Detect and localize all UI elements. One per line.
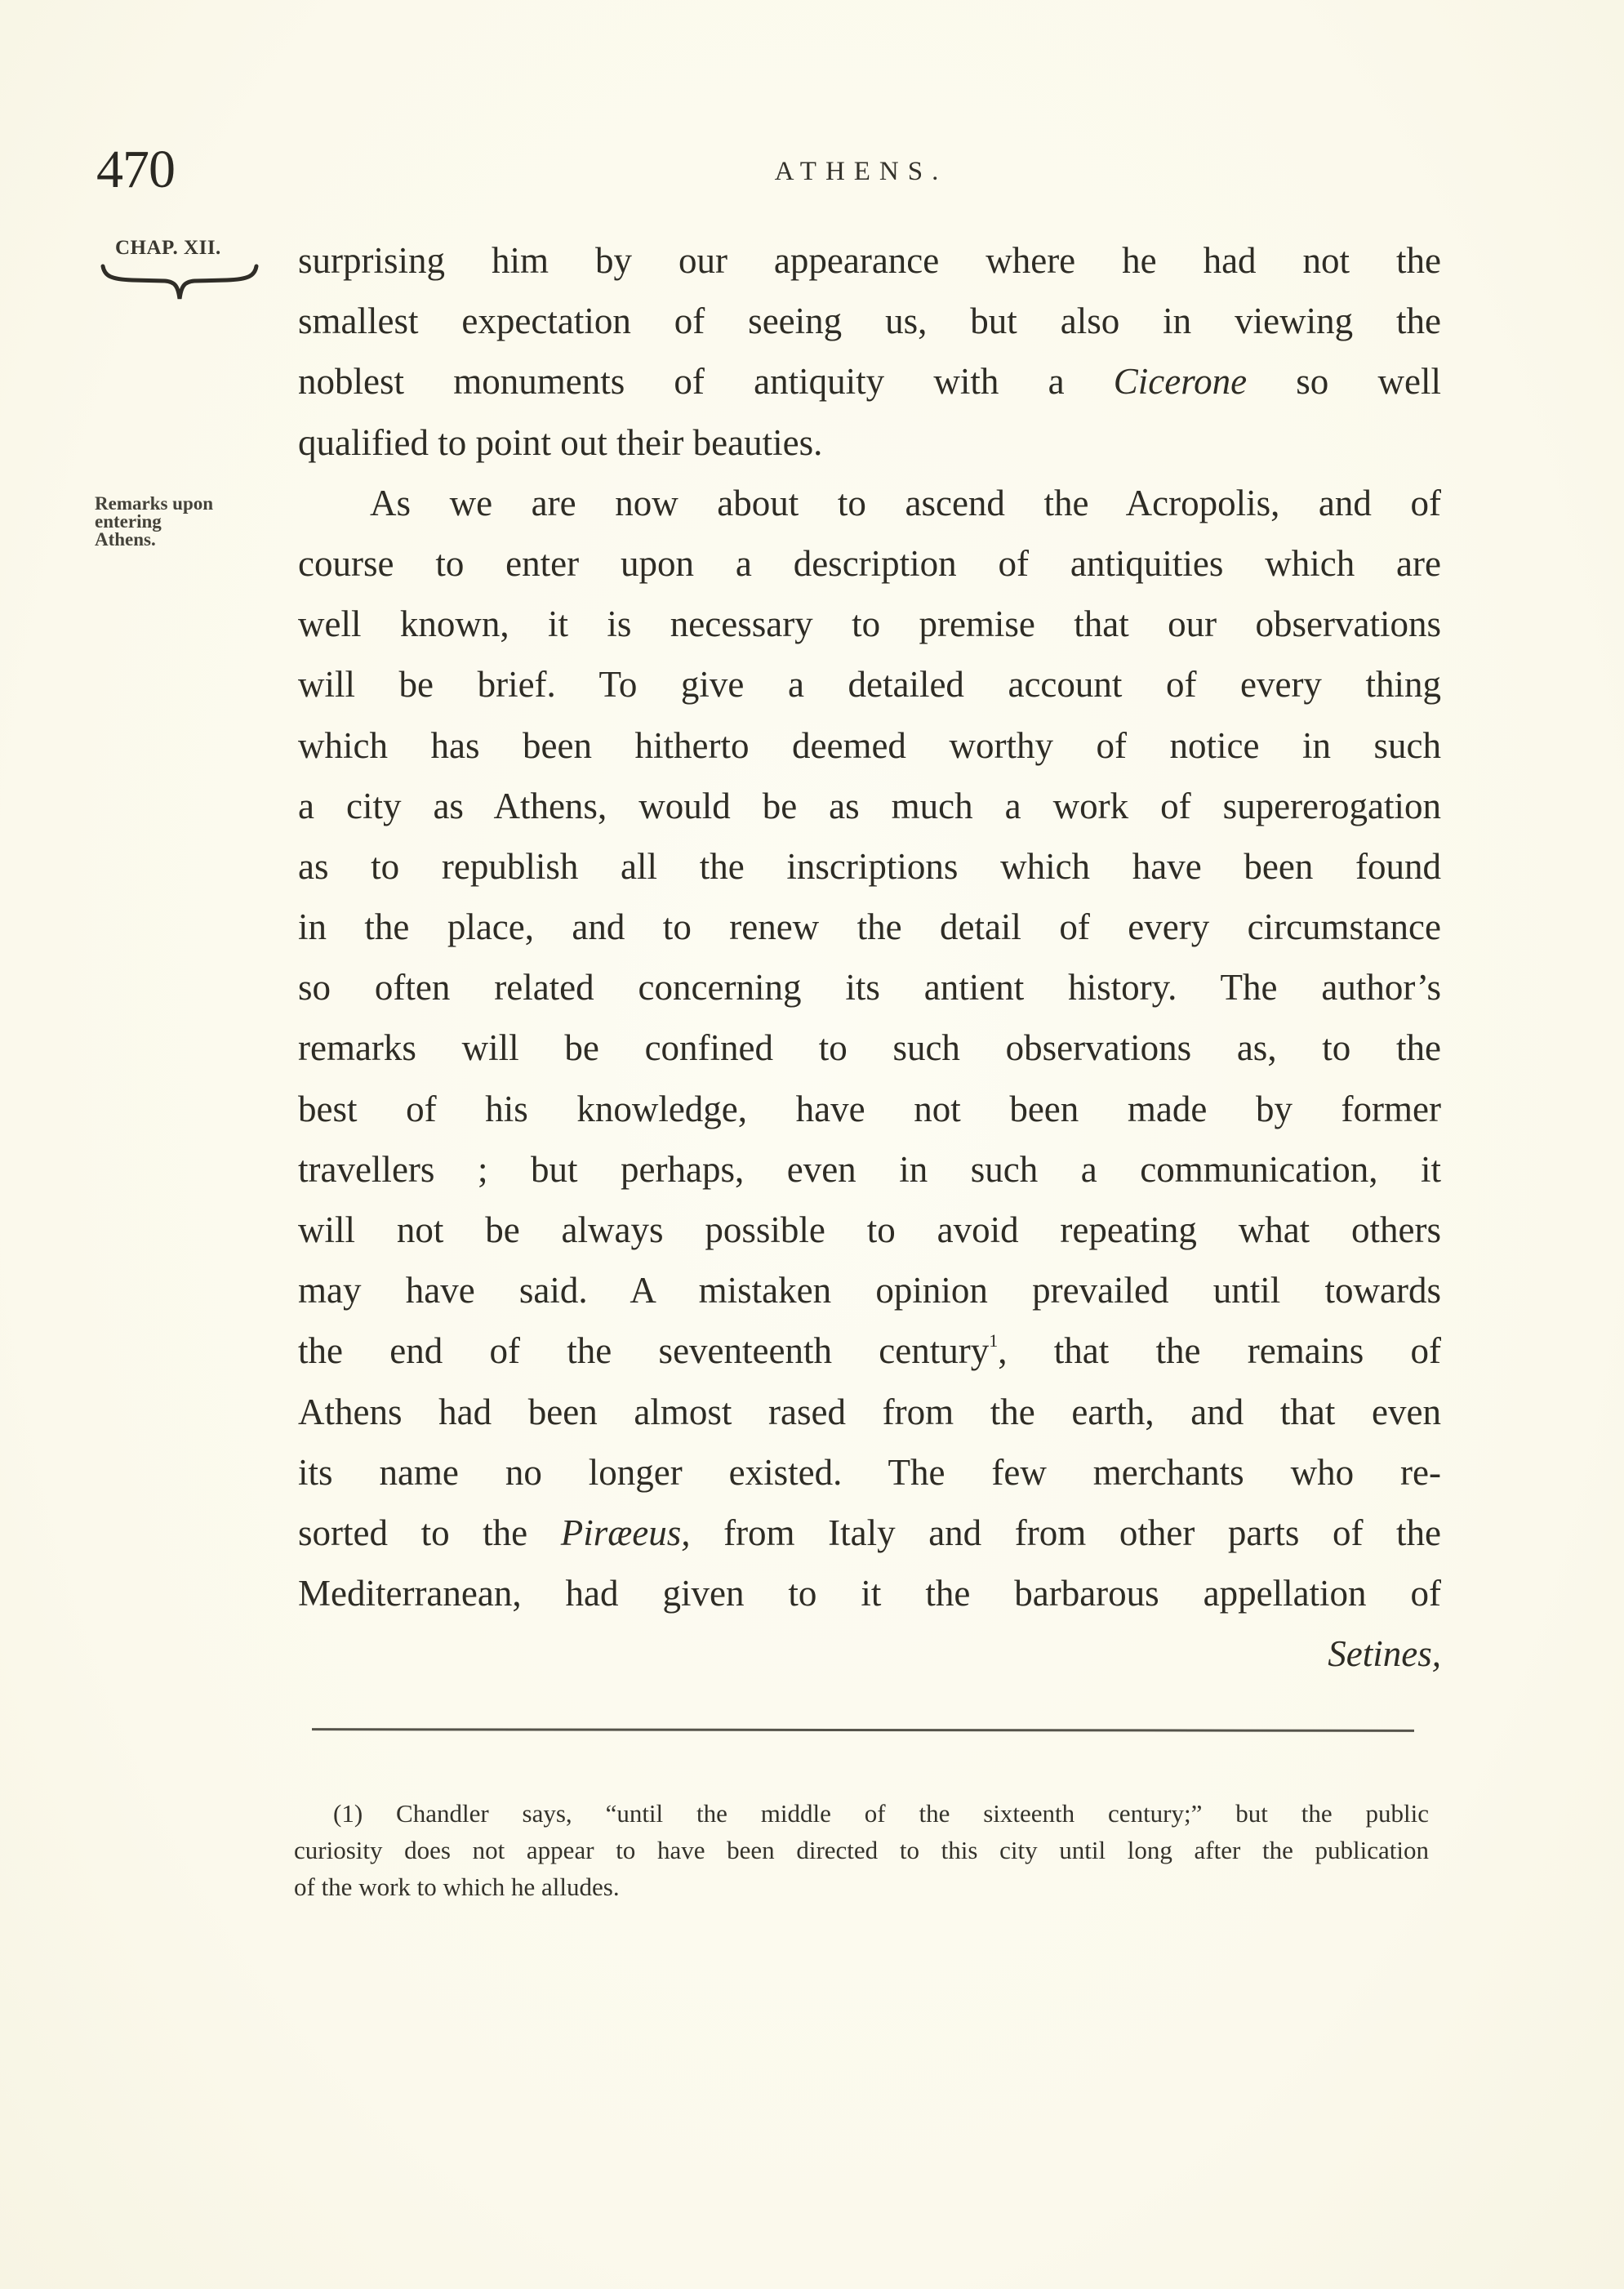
text-line: best of his knowledge, have not been made by former: [298, 1088, 1441, 1129]
text-line: will be brief. To give a detailed account of every thing: [298, 664, 1441, 706]
text-line: smallest expectation of seeing us, but also in viewing the: [298, 301, 1441, 342]
running-head-title: ATHENS.: [774, 157, 948, 186]
footnote-divider: [312, 1728, 1414, 1732]
text-line: travellers ; but perhaps, even in such a communication, it: [298, 1148, 1441, 1190]
text-line: Athens had been almost rased from the earth, and that even: [298, 1391, 1441, 1432]
body-text: [298, 230, 1441, 1685]
footnote-line: of the work to which he alludes.: [294, 1873, 620, 1901]
margin-note-line: Remarks upon: [95, 493, 214, 514]
text-line: qualified to point out their beauties.: [298, 421, 823, 463]
text-line: may have said. A mistaken opinion prevailed until towards: [298, 1270, 1441, 1311]
text-line: which has been hitherto deemed worthy of notice in such: [298, 724, 1441, 766]
italic-term: Cicerone: [1113, 361, 1248, 403]
footnote-line: (1) Chandler says, “until the middle of the sixteenth century;” but the public: [333, 1799, 1429, 1828]
text-line: Mediterranean, had given to it the barbarous appellation of: [298, 1573, 1441, 1614]
footnote-reference[interactable]: 1: [989, 1330, 999, 1352]
page-number: 470: [96, 140, 175, 199]
text-line: in the place, and to renew the detail of every circumstance: [298, 906, 1441, 948]
margin-note: [95, 495, 213, 549]
footnote-line: curiosity does not appear to have been directed to this city until long after the publication: [294, 1836, 1429, 1864]
margin-note-line: entering: [95, 511, 162, 532]
brace-ornament-icon: [100, 263, 260, 304]
text-line: remarks will be confined to such observations as, to the: [298, 1027, 1441, 1069]
text-line: noblest monuments of antiquity with a Cicerone so well: [298, 361, 1441, 403]
catchword: Setines,: [1328, 1633, 1441, 1675]
running-head: [0, 157, 1624, 187]
text-line: as to republish all the inscriptions which have been found: [298, 845, 1441, 887]
text-line: well known, it is necessary to premise that our observations: [298, 603, 1441, 645]
text-line: As we are now about to ascend the Acropolis, and of: [370, 482, 1441, 523]
text-line: course to enter upon a description of antiquities which are: [298, 542, 1441, 584]
italic-term: Piræeus,: [560, 1512, 691, 1553]
text-line: so often related concerning its antient history. The author’s: [298, 967, 1441, 1009]
text-line: sorted to the Piræeus, from Italy and from other parts of the: [298, 1512, 1442, 1553]
text-line: will not be always possible to avoid repeating what others: [298, 1209, 1441, 1250]
footnotes: [294, 1795, 1429, 1905]
chapter-label: CHAP. XII.: [115, 237, 221, 259]
text-line: surprising him by our appearance where he had not the: [298, 240, 1441, 281]
text-line: a city as Athens, would be as much a work of supererogation: [298, 785, 1441, 826]
margin-note-line: Athens.: [95, 529, 156, 550]
text-line: its name no longer existed. The few merchants who re-: [298, 1451, 1441, 1493]
text-line: the end of the seventeenth century$^1$, that the remains of: [298, 1330, 1441, 1372]
